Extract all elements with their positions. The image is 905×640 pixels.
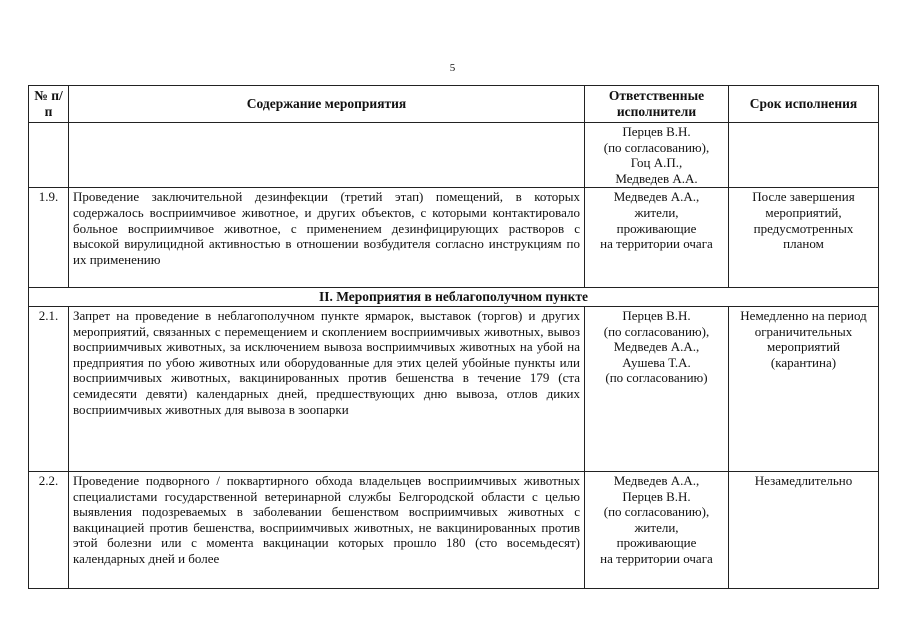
section-title: II. Мероприятия в неблагополучном пункте	[29, 288, 879, 307]
responsible-line: (по согласованию),	[603, 504, 710, 520]
responsible-line: Перцев В.Н.	[622, 307, 691, 323]
responsible-line: Медведев А.А.	[615, 170, 698, 186]
page-number: 5	[449, 62, 456, 74]
responsible-line: Перцев В.Н.	[622, 488, 691, 504]
responsible-line: на территории очага	[600, 236, 713, 252]
cell-num: 2.2.	[29, 471, 69, 588]
cell-content: Запрет на проведение в неблагополучном пункте ярмарок, выставок (торгов) и других мероприятий, связанных с перемещением и скоплением восприимчивых животных, вывоз восприимчивых животных, за исключением вывоза восприимчивых животных на убой на предприятия по убою животных или оборудованные для этих целей убойные пункты или восприимчивых животных, вакцинированных против бешенства в течение 179 (ста семидесяти девяти) календарных дней, предшествующих дню вывоза, отлов диких восприимчивых животных для вывоза в зоопарки	[69, 306, 585, 471]
responsible-line: Медведев А.А.,	[613, 472, 700, 488]
cell-content: Проведение подворного / поквартирного обхода владельцев восприимчивых животных специалистами государственной ветеринарной службы Белгородской области с целью выявления подозреваемых в заболевании бешенством восприимчивых животных с вакцинацией против бешенства, восприимчивых животных, не вакцинированных против этой болезни или с момента вакцинации которых прошло 180 (сто восемьдесят) календарных дней и более	[69, 471, 585, 588]
responsible-line: Перцев В.Н.	[622, 124, 691, 139]
term-line: ограничительных	[754, 323, 853, 339]
header-term: Срок исполнения	[729, 86, 879, 123]
responsible-line: проживающие	[616, 220, 697, 236]
cell-term	[729, 306, 879, 471]
measures-table	[28, 85, 879, 589]
section-heading-row	[29, 288, 879, 307]
responsible-line: проживающие	[616, 535, 697, 551]
cell-responsible	[585, 188, 729, 288]
table-row-1-9	[29, 188, 879, 288]
responsible-line: на территории очага	[600, 550, 713, 566]
term-line: планом	[783, 236, 824, 252]
term-line: После завершения	[752, 189, 855, 205]
responsible-line: Аушева Т.А.	[622, 354, 691, 370]
header-row	[29, 86, 879, 123]
responsible-line: (по согласованию)	[605, 370, 708, 386]
cell-num: 1.9.	[29, 188, 69, 288]
responsible-line: (по согласованию),	[603, 323, 710, 339]
responsible-line: Медведев А.А.,	[613, 189, 700, 205]
term-line: Немедленно на период	[740, 307, 867, 323]
term-line: (карантина)	[770, 354, 837, 370]
cell-responsible	[585, 123, 729, 188]
cell-term	[729, 471, 879, 588]
table-row-continuation	[29, 123, 879, 188]
term-line: предусмотренных	[753, 220, 854, 236]
table-row-2-2	[29, 471, 879, 588]
term-line: мероприятий	[767, 339, 840, 355]
responsible-line: (по согласованию),	[603, 139, 710, 155]
term-line: Незамедлительно	[754, 472, 853, 488]
term-line: мероприятий,	[765, 204, 842, 220]
cell-responsible	[585, 306, 729, 471]
cell-term	[729, 188, 879, 288]
header-num: № п/п	[29, 86, 69, 123]
cell-num: 2.1.	[29, 306, 69, 471]
responsible-line: Гоц А.П.,	[630, 155, 683, 171]
cell-term	[729, 123, 879, 188]
cell-content: Проведение заключительной дезинфекции (третий этап) помещений, в которых содержалось восприимчивое животное, и других объектов, с которыми контактировало больное восприимчивое животное, с применением дезинфицирующих растворов с высокой вирулицидной активностью в отношении возбудителя согласно инструкциям по их применению	[69, 188, 585, 288]
cell-responsible	[585, 471, 729, 588]
cell-num	[29, 123, 69, 188]
responsible-line: Медведев А.А.,	[613, 339, 700, 355]
table-row-2-1	[29, 306, 879, 471]
header-responsible: Ответственные исполнители	[585, 86, 729, 123]
responsible-line: жители,	[634, 204, 679, 220]
responsible-line: жители,	[634, 519, 679, 535]
header-content: Содержание мероприятия	[69, 86, 585, 123]
cell-content	[69, 123, 585, 188]
